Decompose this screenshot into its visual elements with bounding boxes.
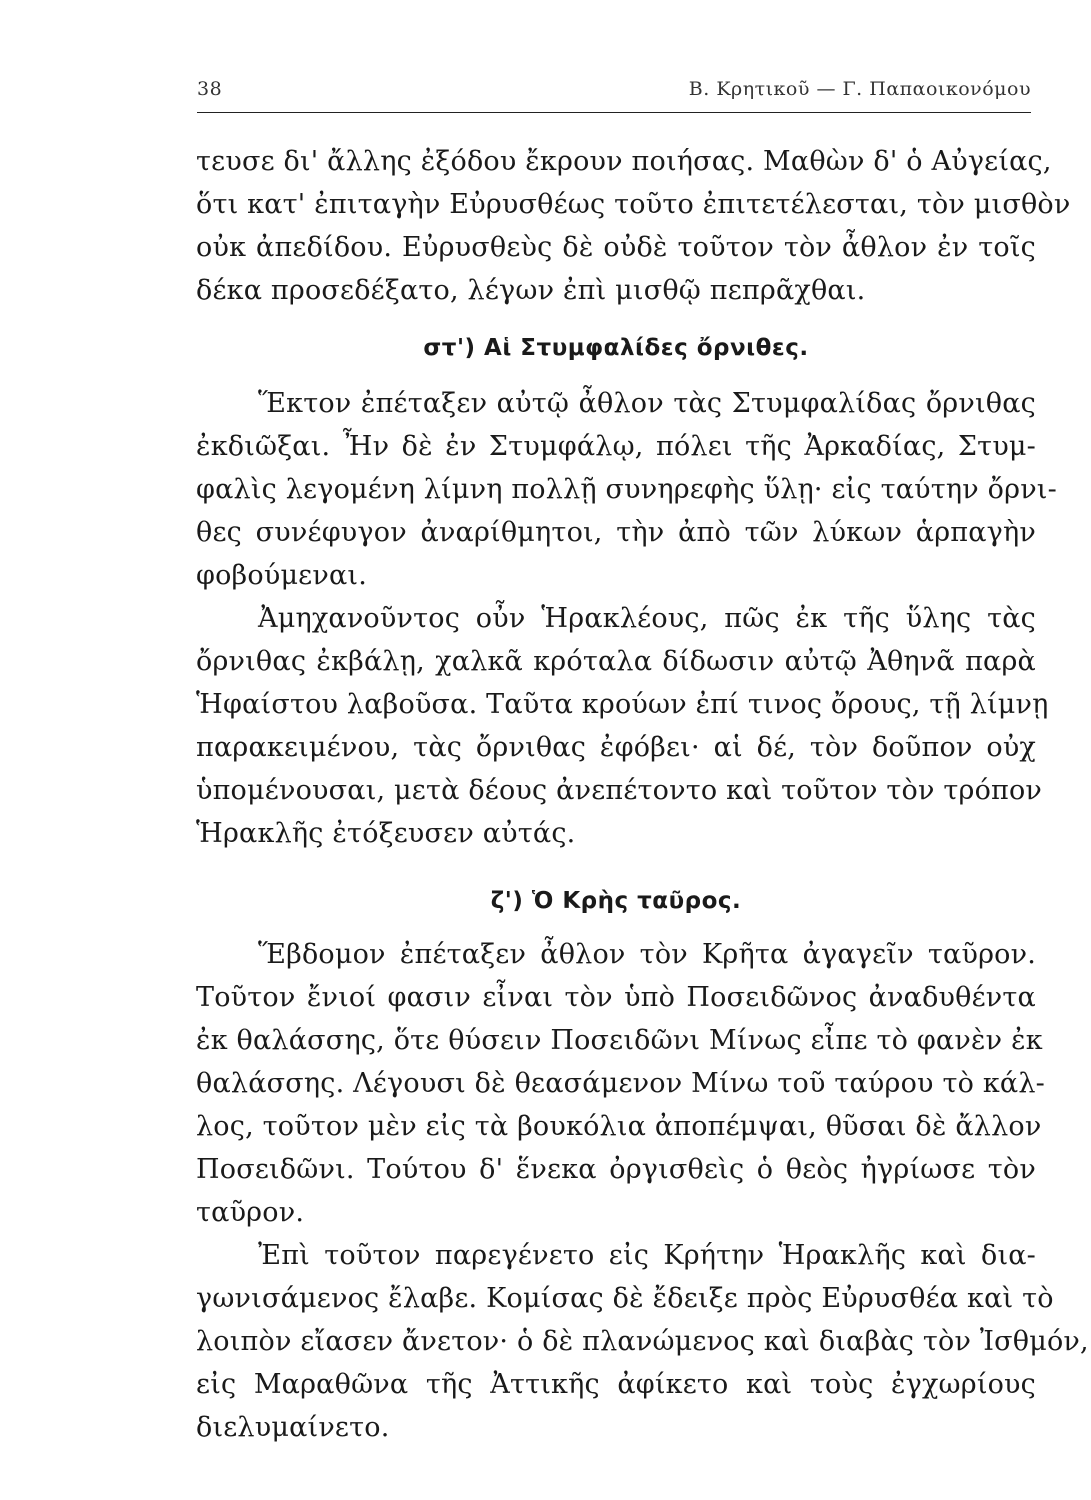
body-text [196,140,1089,1449]
text-line: λοιπὸν εἴασεν ἄνετον· ὁ δὲ πλανώμενος καὶ διαβὰς τὸν Ἰσθμόν, [196,1326,1089,1357]
text-line: φοβούμεναι. [196,560,367,591]
text-line: Ἀμηχανοῦντος οὖν Ἡρακλέους, πῶς ἐκ τῆς ὕλης τὰς [258,603,1036,634]
paragraph [196,597,1049,855]
text-line: θες συνέφυγον ἀναρίθμητοι, τὴν ἀπὸ τῶν λύκων ἁρπαγὴν [196,517,1036,548]
text-line: λος, τοῦτον μὲν εἰς τὰ βουκόλια ἀποπέμψαι, θῦσαι δὲ ἄλλον [196,1111,1042,1142]
text-line: οὐκ ἀπεδίδου. Εὐρυσθεὺς δὲ οὐδὲ τοῦτον τὸν ἆθλον ἐν τοῖς [196,232,1036,263]
text-line: Ἕκτον ἐπέταξεν αὐτῷ ἆθλον τὰς Στυμφαλίδας ὄρνιθας [258,388,1036,419]
text-line: εἰς Μαραθῶνα τῆς Ἀττικῆς ἀφίκετο καὶ τοὺς ἐγχωρίους [196,1369,1036,1400]
text-line: φαλὶς λεγομένη λίμνη πολλῇ συνηρεφὴς ὕλῃ· εἰς ταύτην ὄρνι- [196,474,1057,505]
paragraph [196,140,1071,312]
text-line: ἐκδιῶξαι. Ἦν δὲ ἐν Στυμφάλῳ, πόλει τῆς Ἀρκαδίας, Στυμ- [196,431,1036,462]
text-line: γωνισάμενος ἔλαβε. Κομίσας δὲ ἔδειξε πρὸς Εὐρυσθέα καὶ τὸ [196,1283,1054,1314]
text-line: δέκα προσεδέξατο, λέγων ἐπὶ μισθῷ πεπρᾶχθαι. [196,275,866,306]
paragraph [196,933,1045,1234]
text-line: ὄρνιθας ἐκβάλῃ, χαλκᾶ κρόταλα δίδωσιν αὐτῷ Ἀθηνᾶ παρὰ [196,646,1036,677]
running-head [197,78,1031,106]
page-number: 38 [197,78,223,100]
section-heading: ζ') Ὁ Κρὴς ταῦρος. [490,888,742,914]
paragraph [196,382,1057,597]
paragraph [196,1234,1089,1449]
text-line: ὅτι κατ' ἐπιταγὴν Εὐρυσθέως τοῦτο ἐπιτετέλεσται, τὸν μισθὸν [196,189,1071,220]
text-line: ἐκ θαλάσσης, ὅτε θύσειν Ποσειδῶνι Μίνως εἶπε τὸ φανὲν ἐκ [196,1025,1043,1056]
header-rule [197,112,1031,113]
text-line: Ποσειδῶνι. Τούτου δ' ἕνεκα ὀργισθεὶς ὁ θεὸς ἠγρίωσε τὸν [196,1154,1036,1185]
text-line: Ἡφαίστου λαβοῦσα. Ταῦτα κρούων ἐπί τινος ὄρους, τῇ λίμνῃ [196,689,1049,720]
text-line: Ἡρακλῆς ἐτόξευσεν αὐτάς. [196,818,576,849]
running-head-authors: Β. Κρητικοῦ — Γ. Παπαοικονόμου [688,78,1031,100]
text-line: τευσε δι' ἄλλης ἐξόδου ἔκρουν ποιήσας. Μαθὼν δ' ὁ Αὐγείας, [196,146,1052,177]
text-line: ταῦρον. [196,1197,305,1228]
text-line: Ἐπὶ τοῦτον παρεγένετο εἰς Κρήτην Ἡρακλῆς καὶ δια- [258,1240,1036,1271]
text-line: ὑπομένουσαι, μετὰ δέους ἀνεπέτοντο καὶ τοῦτον τὸν τρόπον [196,775,1043,806]
text-line: διελυμαίνετο. [196,1412,390,1443]
text-line: Ἕβδομον ἐπέταξεν ἆθλον τὸν Κρῆτα ἀγαγεῖν ταῦρον. [258,939,1036,970]
text-line: Τοῦτον ἔνιοί φασιν εἶναι τὸν ὑπὸ Ποσειδῶνος ἀναδυθέντα [196,982,1036,1013]
text-line: θαλάσσης. Λέγουσι δὲ θεασάμενον Μίνω τοῦ ταύρου τὸ κάλ- [196,1068,1045,1099]
section-heading: στ') Αἱ Στυμφαλίδες ὄρνιθες. [423,335,809,361]
text-line: παρακειμένου, τὰς ὄρνιθας ἐφόβει· αἱ δέ, τὸν δοῦπον οὐχ [196,732,1036,763]
